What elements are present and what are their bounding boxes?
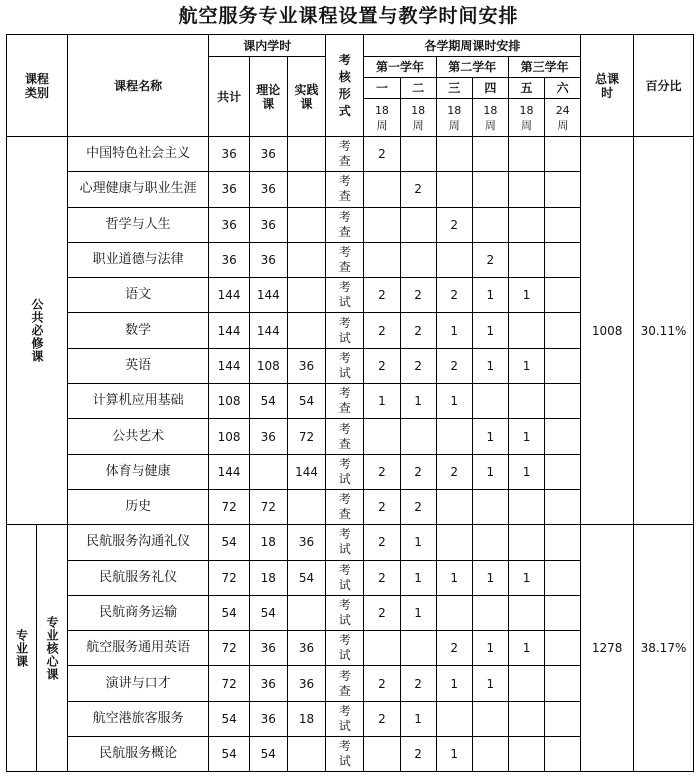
semester-weeks: 18周: [364, 99, 400, 137]
hours-practice: [287, 595, 325, 630]
semester-hours: [472, 172, 508, 207]
semester-hours: 1: [436, 666, 472, 701]
exam-form: [326, 666, 364, 701]
semester-hours: [400, 419, 436, 454]
semester-hours: 2: [436, 454, 472, 489]
hours-theory: 18: [249, 560, 287, 595]
semester-hours: 1: [508, 454, 544, 489]
semester-hours: 2: [364, 348, 400, 383]
semester-hours: [508, 701, 544, 736]
course-name: 英语: [67, 348, 209, 383]
semester-hours: [545, 454, 581, 489]
header-total-hours: 总课时: [581, 35, 634, 137]
semester-hours: [400, 242, 436, 277]
semester-hours: [545, 137, 581, 172]
hours-total: 54: [209, 701, 249, 736]
semester-hours: 2: [472, 242, 508, 277]
exam-form: [326, 348, 364, 383]
hours-theory: 36: [249, 172, 287, 207]
exam-form: [326, 560, 364, 595]
hours-total: 72: [209, 560, 249, 595]
semester-hours: [436, 172, 472, 207]
course-name: 航空港旅客服务: [67, 701, 209, 736]
semester-hours: 2: [364, 525, 400, 560]
exam-form: [326, 595, 364, 630]
hours-total: 144: [209, 313, 249, 348]
semester-hours: 1: [508, 631, 544, 666]
semester-hours: [472, 595, 508, 630]
exam-form-label: 考试: [338, 562, 351, 592]
semester-hours: 1: [436, 384, 472, 419]
hours-total: 72: [209, 666, 249, 701]
semester-hours: 2: [400, 278, 436, 313]
hours-practice: [287, 489, 325, 524]
exam-form-label: 考查: [338, 492, 351, 522]
semester-hours: [545, 348, 581, 383]
hours-total: 72: [209, 631, 249, 666]
semester-weeks: 18周: [508, 99, 544, 137]
hours-practice: 144: [287, 454, 325, 489]
header-practice: 实践课: [287, 57, 325, 137]
semester-hours: [472, 525, 508, 560]
semester-hours: [508, 489, 544, 524]
exam-form-label: 考查: [338, 421, 351, 451]
semester-hours: [364, 242, 400, 277]
hours-practice: [287, 207, 325, 242]
semester-label: 六: [545, 78, 581, 99]
semester-hours: 2: [364, 489, 400, 524]
category-cell: [7, 137, 68, 525]
hours-theory: 36: [249, 242, 287, 277]
hours-total: 108: [209, 419, 249, 454]
semester-hours: [545, 560, 581, 595]
exam-form: [326, 207, 364, 242]
category-cell: [7, 525, 37, 772]
semester-hours: [545, 595, 581, 630]
semester-hours: 1: [400, 384, 436, 419]
semester-hours: [508, 595, 544, 630]
category-label: 公共必修课: [29, 298, 44, 364]
hours-practice: [287, 137, 325, 172]
hours-practice: [287, 313, 325, 348]
semester-hours: [364, 737, 400, 772]
course-name: 数学: [67, 313, 209, 348]
semester-hours: [472, 384, 508, 419]
semester-hours: 1: [400, 701, 436, 736]
semester-hours: [545, 631, 581, 666]
exam-form: [326, 454, 364, 489]
semester-weeks: 18周: [472, 99, 508, 137]
hours-theory: 54: [249, 595, 287, 630]
header-year-2: 第二学年: [436, 57, 508, 78]
semester-hours: 2: [364, 560, 400, 595]
semester-hours: 1: [472, 278, 508, 313]
semester-hours: [508, 172, 544, 207]
semester-hours: 1: [400, 595, 436, 630]
exam-form: [326, 242, 364, 277]
semester-hours: [472, 737, 508, 772]
hours-theory: 36: [249, 207, 287, 242]
semester-hours: 1: [400, 560, 436, 595]
hours-theory: 144: [249, 278, 287, 313]
semester-hours: 2: [364, 595, 400, 630]
semester-hours: 1: [364, 384, 400, 419]
semester-hours: [545, 384, 581, 419]
semester-hours: [364, 419, 400, 454]
exam-form: [326, 525, 364, 560]
header-total: 共计: [209, 57, 249, 137]
group-total-hours: 1008: [581, 137, 634, 525]
header-in-class-hours: 课内学时: [209, 35, 326, 57]
semester-hours: 1: [472, 631, 508, 666]
hours-practice: [287, 278, 325, 313]
semester-hours: [472, 701, 508, 736]
hours-total: 54: [209, 595, 249, 630]
course-name: 民航服务沟通礼仪: [67, 525, 209, 560]
hours-theory: 144: [249, 313, 287, 348]
group-total-hours: 1278: [581, 525, 634, 772]
semester-hours: 2: [364, 666, 400, 701]
semester-weeks: 24周: [545, 99, 581, 137]
hours-theory: 18: [249, 525, 287, 560]
table-row: [7, 525, 694, 560]
hours-theory: 108: [249, 348, 287, 383]
semester-hours: 1: [508, 278, 544, 313]
hours-practice: 36: [287, 525, 325, 560]
header-theory: 理论课: [249, 57, 287, 137]
semester-label: 四: [472, 78, 508, 99]
subcategory-cell: [36, 525, 67, 772]
semester-hours: 2: [400, 737, 436, 772]
semester-hours: 1: [508, 560, 544, 595]
header-category: 课程类别: [7, 35, 68, 137]
semester-hours: 1: [472, 348, 508, 383]
exam-form: [326, 737, 364, 772]
exam-form-label: 考查: [338, 668, 351, 698]
course-name: 语文: [67, 278, 209, 313]
semester-hours: 2: [400, 172, 436, 207]
hours-practice: 54: [287, 560, 325, 595]
semester-hours: [545, 242, 581, 277]
exam-form: [326, 701, 364, 736]
semester-hours: [508, 137, 544, 172]
course-name: 历史: [67, 489, 209, 524]
hours-practice: 36: [287, 666, 325, 701]
hours-theory: 36: [249, 137, 287, 172]
semester-hours: [508, 666, 544, 701]
hours-practice: [287, 737, 325, 772]
exam-form: [326, 489, 364, 524]
semester-hours: 1: [436, 560, 472, 595]
semester-hours: 1: [436, 737, 472, 772]
exam-form: [326, 313, 364, 348]
semester-hours: [545, 489, 581, 524]
hours-total: 108: [209, 384, 249, 419]
exam-form-label: 考试: [338, 633, 351, 663]
exam-form-label: 考试: [338, 280, 351, 310]
page-title: 航空服务专业课程设置与教学时间安排: [178, 5, 519, 27]
hours-total: 54: [209, 737, 249, 772]
subcategory-label: 专业核心课: [44, 615, 59, 681]
exam-form-label: 考查: [338, 174, 351, 204]
hours-total: 54: [209, 525, 249, 560]
semester-hours: 2: [364, 701, 400, 736]
semester-hours: 1: [400, 525, 436, 560]
semester-label: 一: [364, 78, 400, 99]
semester-hours: [545, 666, 581, 701]
exam-form-label: 考试: [338, 315, 351, 345]
semester-hours: [436, 595, 472, 630]
semester-label: 三: [436, 78, 472, 99]
semester-hours: [436, 242, 472, 277]
semester-hours: [364, 631, 400, 666]
semester-hours: 2: [400, 313, 436, 348]
semester-hours: [472, 207, 508, 242]
course-name: 哲学与人生: [67, 207, 209, 242]
semester-weeks: 18周: [400, 99, 436, 137]
hours-total: 36: [209, 207, 249, 242]
course-name: 计算机应用基础: [67, 384, 209, 419]
hours-theory: 36: [249, 701, 287, 736]
hours-theory: 72: [249, 489, 287, 524]
semester-hours: 2: [400, 348, 436, 383]
semester-hours: [436, 701, 472, 736]
group-percent: 38.17%: [633, 525, 693, 772]
semester-hours: 1: [508, 348, 544, 383]
semester-hours: [508, 525, 544, 560]
hours-practice: 54: [287, 384, 325, 419]
exam-form-label: 考试: [338, 739, 351, 769]
semester-hours: [436, 489, 472, 524]
semester-hours: [545, 701, 581, 736]
semester-hours: [545, 419, 581, 454]
exam-form: [326, 278, 364, 313]
semester-hours: [436, 525, 472, 560]
exam-form: [326, 419, 364, 454]
course-name: 民航服务概论: [67, 737, 209, 772]
header-course-name: 课程名称: [67, 35, 209, 137]
semester-hours: 1: [436, 313, 472, 348]
semester-hours: 1: [472, 666, 508, 701]
semester-hours: [545, 172, 581, 207]
semester-hours: [400, 137, 436, 172]
exam-form: [326, 137, 364, 172]
semester-hours: 2: [436, 631, 472, 666]
hours-total: 36: [209, 242, 249, 277]
course-name: 体育与健康: [67, 454, 209, 489]
header-semester-hours: 各学期周课时安排: [364, 35, 581, 57]
exam-form-label: 考试: [338, 350, 351, 380]
course-name: 民航商务运输: [67, 595, 209, 630]
exam-form-label: 考试: [338, 527, 351, 557]
semester-hours: [472, 489, 508, 524]
category-label: 专业课: [14, 628, 29, 668]
course-name: 演讲与口才: [67, 666, 209, 701]
semester-hours: 1: [472, 560, 508, 595]
semester-hours: [545, 525, 581, 560]
semester-hours: 2: [436, 207, 472, 242]
semester-hours: [436, 419, 472, 454]
semester-hours: [400, 207, 436, 242]
hours-practice: 36: [287, 631, 325, 666]
course-name: 公共艺术: [67, 419, 209, 454]
course-name: 心理健康与职业生涯: [67, 172, 209, 207]
exam-form: [326, 172, 364, 207]
semester-hours: 2: [400, 489, 436, 524]
semester-hours: 2: [364, 137, 400, 172]
exam-form-label: 考试: [338, 598, 351, 627]
header-percent: 百分比: [633, 35, 693, 137]
exam-form-label: 考查: [338, 245, 351, 275]
semester-weeks: 18周: [436, 99, 472, 137]
hours-theory: 54: [249, 737, 287, 772]
header-exam-form: 考核形式: [326, 35, 364, 137]
semester-hours: 1: [472, 419, 508, 454]
exam-form: [326, 631, 364, 666]
course-schedule-table: [6, 34, 694, 772]
semester-hours: 2: [436, 278, 472, 313]
group-percent: 30.11%: [633, 137, 693, 525]
course-name: 中国特色社会主义: [67, 137, 209, 172]
semester-hours: [364, 172, 400, 207]
course-name: 职业道德与法律: [67, 242, 209, 277]
semester-hours: 1: [508, 419, 544, 454]
semester-hours: [508, 242, 544, 277]
course-name: 航空服务通用英语: [67, 631, 209, 666]
semester-hours: [545, 313, 581, 348]
exam-form: [326, 384, 364, 419]
hours-practice: [287, 242, 325, 277]
table-row: [7, 137, 694, 172]
header-year-1: 第一学年: [364, 57, 436, 78]
semester-hours: 2: [400, 454, 436, 489]
exam-form-label: 考查: [338, 139, 351, 169]
semester-hours: [545, 737, 581, 772]
hours-total: 144: [209, 278, 249, 313]
semester-hours: [472, 137, 508, 172]
semester-label: 二: [400, 78, 436, 99]
hours-practice: 72: [287, 419, 325, 454]
semester-hours: 2: [364, 278, 400, 313]
header-year-3: 第三学年: [508, 57, 580, 78]
semester-hours: 2: [436, 348, 472, 383]
semester-hours: [364, 207, 400, 242]
hours-theory: [249, 454, 287, 489]
hours-total: 144: [209, 454, 249, 489]
hours-practice: [287, 172, 325, 207]
semester-hours: 1: [472, 313, 508, 348]
semester-hours: [545, 207, 581, 242]
semester-hours: [508, 737, 544, 772]
hours-total: 72: [209, 489, 249, 524]
semester-hours: 1: [472, 454, 508, 489]
semester-hours: 2: [364, 454, 400, 489]
hours-theory: 36: [249, 666, 287, 701]
exam-form-label: 考试: [338, 703, 351, 733]
exam-form-label: 考试: [338, 456, 351, 486]
hours-total: 36: [209, 172, 249, 207]
semester-hours: [545, 278, 581, 313]
exam-form-label: 考查: [338, 386, 351, 416]
semester-hours: [400, 631, 436, 666]
semester-hours: [436, 137, 472, 172]
semester-hours: [508, 384, 544, 419]
semester-hours: [508, 313, 544, 348]
semester-hours: [508, 207, 544, 242]
hours-theory: 36: [249, 419, 287, 454]
hours-theory: 54: [249, 384, 287, 419]
semester-label: 五: [508, 78, 544, 99]
hours-total: 36: [209, 137, 249, 172]
course-name: 民航服务礼仪: [67, 560, 209, 595]
semester-hours: 2: [400, 666, 436, 701]
hours-practice: 36: [287, 348, 325, 383]
hours-theory: 36: [249, 631, 287, 666]
hours-total: 144: [209, 348, 249, 383]
exam-form-label: 考查: [338, 209, 351, 239]
hours-practice: 18: [287, 701, 325, 736]
semester-hours: 2: [364, 313, 400, 348]
